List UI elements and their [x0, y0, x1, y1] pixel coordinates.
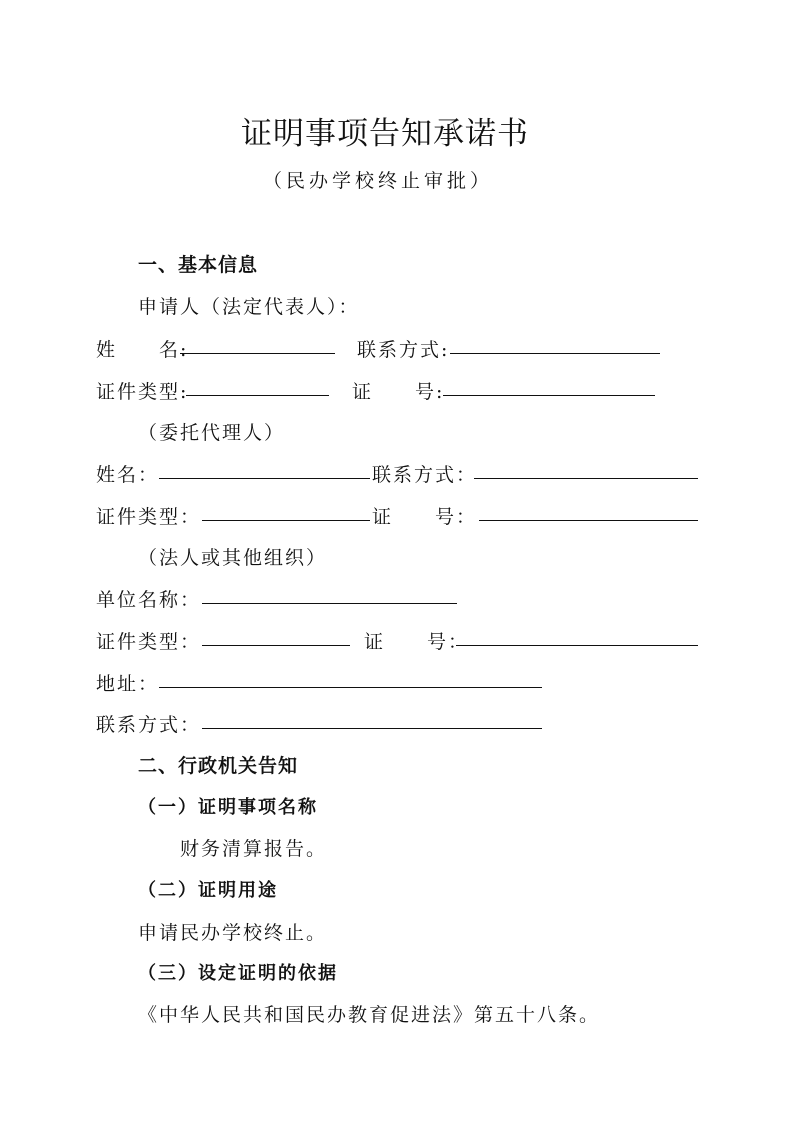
agent-idtype-label: 证件类型： — [96, 506, 202, 528]
org-contact-label: 联系方式： — [96, 714, 202, 736]
agent-contact-label: 联系方式： — [372, 464, 478, 486]
agent-idtype-field[interactable] — [202, 520, 370, 521]
org-unit-field[interactable] — [202, 603, 457, 604]
applicant-idtype-field[interactable] — [186, 395, 329, 396]
org-contact-field[interactable] — [202, 728, 542, 729]
applicant-heading: 申请人（法定代表人）： — [138, 296, 360, 318]
org-address-label: 地址： — [96, 673, 160, 695]
agent-idno-label: 证 号： — [372, 506, 478, 528]
org-idtype-label: 证件类型： — [96, 631, 202, 653]
item3-heading: （三）设定证明的依据 — [138, 963, 338, 984]
agent-heading: （委托代理人） — [138, 422, 286, 444]
agent-name-field[interactable] — [159, 478, 370, 479]
item2-heading: （二）证明用途 — [138, 880, 278, 901]
document-title: 证明事项告知承诺书 — [241, 116, 529, 152]
org-address-field[interactable] — [159, 687, 542, 688]
item2-text: 申请民办学校终止。 — [138, 922, 328, 944]
applicant-name-field[interactable] — [180, 353, 335, 354]
applicant-idno-label: 证 号: — [352, 381, 445, 403]
applicant-idno-field[interactable] — [443, 395, 655, 396]
org-heading: （法人或其他组织） — [138, 547, 328, 569]
document-subtitle: （民办学校终止审批） — [263, 170, 494, 192]
agent-contact-field[interactable] — [474, 478, 698, 479]
item1-heading: （一）证明事项名称 — [138, 797, 318, 818]
item1-text: 财务清算报告。 — [180, 838, 328, 860]
agent-idno-field[interactable] — [479, 520, 698, 521]
applicant-contact-label: 联系方式: — [357, 339, 450, 361]
item3-text: 《中华人民共和国民办教育促进法》第五十八条。 — [138, 1004, 601, 1026]
agent-name-label: 姓名： — [96, 464, 160, 486]
org-idno-field[interactable] — [456, 645, 698, 646]
org-unit-label: 单位名称： — [96, 589, 202, 611]
org-idtype-field[interactable] — [202, 645, 350, 646]
applicant-name-label: 姓 名: — [96, 339, 189, 361]
section-basic-info-heading: 一、基本信息 — [138, 254, 259, 276]
applicant-idtype-label: 证件类型: — [96, 381, 189, 403]
applicant-contact-field[interactable] — [450, 353, 660, 354]
org-idno-label: 证 号： — [364, 631, 470, 653]
section-notice-heading: 二、行政机关告知 — [138, 755, 299, 777]
